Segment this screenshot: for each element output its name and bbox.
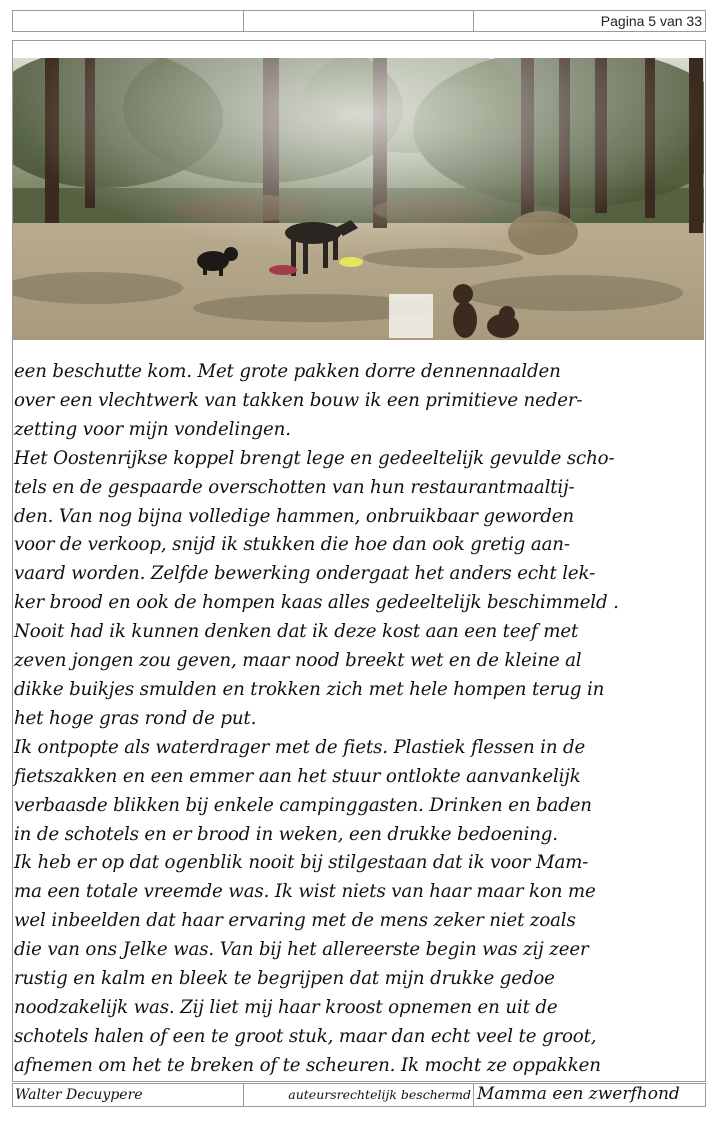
text-line: zeven jongen zou geven, maar nood breekt wet en de kleine al [14,650,582,672]
text-line: in de schotels en er brood in weken, een drukke bedoening. [14,823,558,845]
photo-dogs-in-forest-icon [13,58,704,340]
text-line: noodzakelijk was. Zij liet mij haar kroost opnemen en uit de [14,996,558,1018]
text-line: tels en de gespaarde overschotten van hun restaurantmaaltij- [14,476,575,498]
text-line: Ik ontpopte als waterdrager met de fiets. Plastiek flessen in de [14,736,586,758]
text-line: rustig en kalm en bleek te begrijpen dat mijn drukke gedoe [14,968,555,990]
text-line: over een vlechtwerk van takken bouw ik een primitieve neder- [14,389,583,411]
text-line: dikke buikjes smulden en trokken zich met hele hompen terug in [14,678,605,700]
page-header [12,10,706,32]
text-line: fietszakken en een emmer aan het stuur ontlokte aanvankelijk [14,765,581,787]
footer-author: Walter Decuypere [13,1084,244,1106]
text-line: een beschutte kom. Met grote pakken dorre dennennaalden [14,361,561,382]
text-line: voor de verkoop, snijd ik stukken die hoe dan ook gretig aan- [14,534,570,556]
text-line: wel inbeelden dat haar ervaring met de mens zeker niet zoals [14,910,576,932]
text-line: Het Oostenrijkse koppel brengt lege en gedeeltelijk gevulde scho- [14,447,615,469]
footer-book-title: Mamma een zwerfhond [477,1084,680,1104]
text-line: schotels halen of een te groot stuk, maar dan echt veel te groot, [14,1025,597,1047]
header-cell-middle [244,11,474,31]
body-text [14,358,708,1081]
text-line: die van ons Jelke was. Van bij het allereerste begin was zij zeer [14,939,589,961]
header-cell-left [13,11,244,31]
text-line: ma een totale vreemde was. Ik wist niets van haar maar kon me [14,881,596,903]
page-number: Pagina 5 van 33 [600,13,702,29]
text-line: het hoge gras rond de put. [14,707,257,729]
text-line: den. Van nog bijna volledige hammen, onbruikbaar geworden [14,505,574,527]
text-line: ker brood en ook de hompen kaas alles gedeeltelijk beschimmeld . [14,592,619,614]
text-line: afnemen om het te breken of te scheuren. Ik mocht ze oppakken [14,1054,601,1076]
text-line: vaard worden. Zelfde bewerking ondergaat het anders echt lek- [14,563,596,585]
footer-copyright: auteursrechtelijk beschermd [244,1084,474,1106]
header-cell-right [474,11,705,31]
page-footer [12,1083,706,1107]
text-line: Nooit had ik kunnen denken dat ik deze kost aan een teef met [14,621,579,643]
text-line: zetting voor mijn vondelingen. [14,418,291,440]
text-line: Ik heb er op dat ogenblik nooit bij stilgestaan dat ik voor Mam- [14,852,589,874]
text-line: verbaasde blikken bij enkele campinggasten. Drinken en baden [14,794,592,816]
